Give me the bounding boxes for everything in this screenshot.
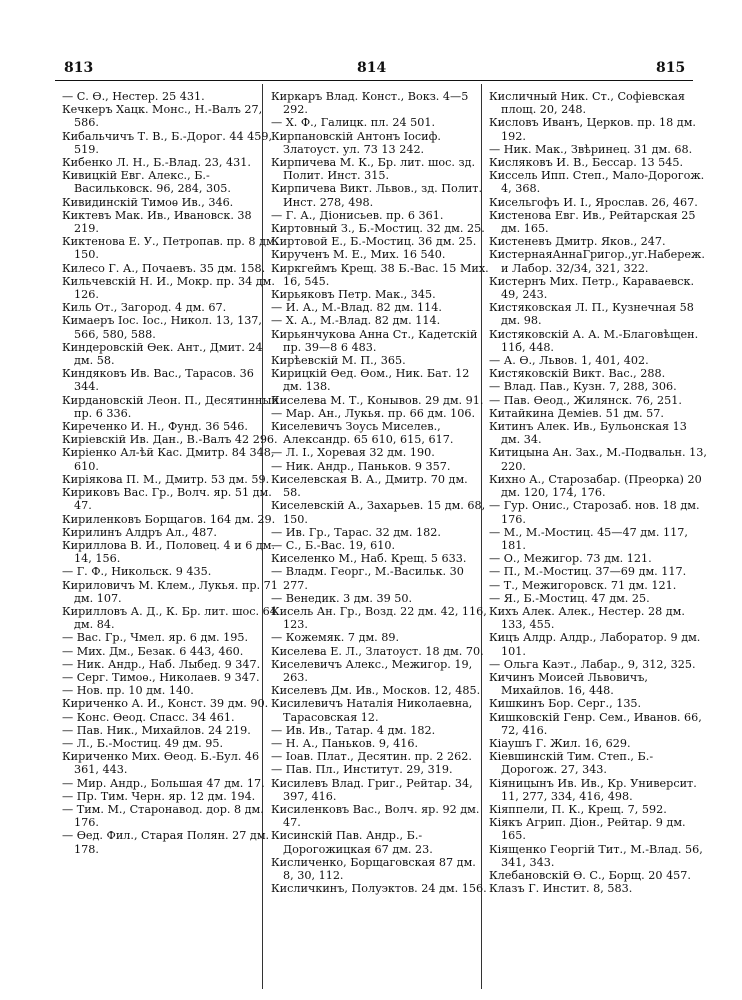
directory-entry: Киселенко М., Наб. Крещ. 5 633.: [271, 552, 467, 566]
directory-entry: Киселевскій А., Захарьев. 15 дм. 68, 150.: [271, 499, 486, 526]
directory-entry: Кисличенко, Борщаговская 87 дм. 8, 30, 112.: [271, 855, 476, 882]
directory-entry: Китинъ Алек. Ив., Бульонская 13 дм. 34.: [489, 420, 687, 447]
directory-entry: Кирпановскій Антонъ Іосиф. Златоуст. ул. 73 13 242.: [271, 129, 441, 156]
directory-entry: Кистернъ Мих. Петр., Караваевск. 49, 243.: [489, 274, 695, 302]
directory-entry: Кириленковъ Борщагов. 164 дм. 29.: [62, 512, 276, 526]
directory-entry: Киріенко Ал-ѣй Кас. Дмитр. 84 348, 610.: [62, 446, 275, 473]
directory-entry: — Л. І., Хоревая 32 дм. 190.: [271, 446, 435, 460]
directory-entry: Киркгеймъ Крещ. 38 Б.-Вас. 15 Мих. 16, 545.: [271, 261, 489, 288]
directory-entry: Кичинъ Мoисей Львовичъ, Михайлов. 16, 448.: [489, 670, 648, 698]
directory-entry: — Г. А., Діонисьев. пр. 6 361.: [271, 208, 444, 222]
directory-entry: Килесо Г. А., Почаевъ. 35 дм. 158.: [62, 261, 266, 275]
directory-entry: Кистяковскій А. А. М.-Благовѣщен. 11б, 448.: [489, 327, 699, 354]
directory-entry: Киссель Ипп. Степ., Мало-Дорогож. 4, 368.: [489, 169, 705, 196]
directory-entry: Киселевичъ Алекс., Межигор. 19, 263.: [271, 657, 473, 684]
directory-entry: — Пр. Тим. Черн. яр. 12 дм. 194.: [62, 789, 256, 803]
directory-entry: — Л., Б.-Мостиц. 49 дм. 95.: [62, 736, 224, 750]
directory-entry: Кирилловъ А. Д., К. Бр. лит. шос. 64 дм. 84.: [62, 604, 277, 632]
directory-entry: Кирилинъ Алдръ Ал., 487.: [62, 525, 217, 539]
directory-entry: Кирдановскій Леон. П., Десятинный пр. 6 336.: [62, 393, 279, 420]
directory-entry: — Я., Б.-Мостиц. 47 дм. 25.: [489, 591, 650, 605]
directory-entry: Кирицкій Ѳед. Ѳом., Ник. Бат. 12 дм. 138.: [271, 367, 470, 394]
directory-entry: Кирьянчукова Анна Ст., Кадетскій пр. 39—8 6 483.: [271, 327, 478, 354]
directory-entry: — Пав. Ник., Михайлов. 24 219.: [62, 723, 251, 737]
directory-entry: Кисловъ Иванъ, Церков. пр. 18 дм. 192.: [489, 116, 696, 143]
directory-entry: — П., М.-Мостиц. 37—69 дм. 117.: [489, 565, 687, 579]
directory-entry: — Ник. Андр., Наб. Лыбед. 9 347.: [62, 657, 261, 671]
directory-entry: — Гур. Онис., Старозаб. нов. 18 дм. 176.: [489, 499, 700, 526]
directory-entry: Кисличкинъ, Полуэктов. 24 дм. 156.: [271, 882, 487, 896]
directory-entry: Кихъ Алек. Алек., Нестер. 28 дм. 133, 455.: [489, 604, 685, 632]
directory-entry: — Владм. Георг., М.-Васильк. 30 277.: [271, 565, 464, 592]
directory-entry: Кихно А., Старозабар. (Преорка) 20 дм. 120, 174, 176.: [489, 472, 702, 500]
directory-entry: — М., М.-Мостиц. 45—47 дм. 117, 181.: [489, 525, 688, 552]
directory-entry: — С., Б.-Вас. 19, 610.: [271, 538, 396, 552]
directory-entry: Киртовой Е., Б.-Мостиц. 36 дм. 25.: [271, 235, 477, 249]
directory-entry: — Ольга Каэт., Лабар., 9, 312, 325.: [489, 657, 696, 671]
directory-entry: Кибальчичъ Т. В., Б.-Дорог. 44 459, 519.: [62, 129, 273, 156]
directory-entry: — И. А., М.-Влад. 82 дм. 114.: [271, 301, 442, 315]
directory-entry: Кильчевскій Н. И., Мокр. пр. 34 дм. 126.: [62, 274, 275, 302]
directory-entry: — Ив. Гр., Тарас. 32 дм. 182.: [271, 525, 441, 539]
directory-entry: Кіевшинскій Тим. Степ., Б.-Дорогож. 27, 343.: [489, 750, 654, 777]
directory-entry: — Т., Межигоровск. 71 дм. 121.: [489, 578, 677, 592]
directory-entry: Кириловичъ М. Клем., Лукья. пр. 71 дм. 107.: [62, 578, 278, 605]
directory-entry: Кіаушъ Г. Жил. 16, 629.: [489, 736, 631, 750]
directory-entry: Кибенко Л. Н., Б.-Влад. 23, 431.: [62, 156, 251, 170]
directory-entry: Китицына Ан. Зах., М.-Подвальн. 13, 220.: [489, 446, 707, 473]
directory-entry: Кишкинъ Бор. Серг., 135.: [489, 697, 642, 711]
directory-entry: Киркаръ Влад. Конст., Вокз. 4—5 292.: [271, 90, 469, 117]
directory-entry: Кисличный Ник. Ст., Софіевская площ. 20, 248.: [489, 90, 685, 117]
directory-entry: — Вас. Гр., Чмел. яр. 6 дм. 195.: [62, 631, 249, 645]
directory-entry: — Влад. Пав., Кузн. 7, 288, 306.: [489, 380, 677, 394]
directory-entry: Киселева Е. Л., Златоуст. 18 дм. 70.: [271, 644, 484, 658]
directory-entry: КистернаяАннаГригор.,уг.Набереж. и Лабор. 32/34, 321, 322.: [489, 248, 705, 275]
directory-entry: Кирьяковъ Петр. Мак., 345.: [271, 288, 436, 302]
page-number-center: 814: [357, 60, 387, 76]
directory-entry: — Ѳед. Фил., Старая Полян. 27 дм. 178.: [62, 829, 270, 856]
directory-entry: — С. Ѳ., Нестер. 25 431.: [62, 90, 205, 103]
page-number-left: 813: [64, 60, 94, 76]
column-left: [62, 90, 280, 856]
directory-entry: Кирѣевскій М. П., 365.: [271, 354, 406, 368]
directory-entry: — Пав. Пл., Институт. 29, 319.: [271, 763, 453, 777]
directory-entry: Кіякъ Агрип. Діон., Рейтар. 9 дм. 165.: [489, 816, 686, 843]
directory-entry: Кисилевъ Влад. Григ., Рейтар. 34, 397, 416.: [271, 776, 473, 803]
directory-entry: Кистеневъ Дмитр. Яков., 247.: [489, 235, 666, 249]
directory-entry: Киктенова Е. У., Петропав. пр. 8 дм. 150.: [62, 235, 279, 262]
directory-entry: — Г. Ф., Никольск. 9 435.: [62, 565, 212, 579]
directory-entry: Клебановскій Ѳ. С., Борщ. 20 457.: [489, 868, 691, 882]
directory-entry: Клазъ Г. Инстит. 8, 583.: [489, 882, 633, 896]
directory-entry: Кириченко А. И., Конст. 39 дм. 90.: [62, 697, 269, 711]
directory-entry: — Кожемяк. 7 дм. 89.: [271, 631, 400, 645]
directory-entry: — Ив. Ив., Татар. 4 дм. 182.: [271, 723, 436, 737]
directory-entry: Кіяницынъ Ив. Ив., Кр. Университ. 11, 277, 334, 416, 498.: [489, 776, 697, 803]
directory-entry: — Мар. Ан., Лукья. пр. 66 дм. 106.: [271, 406, 476, 420]
directory-entry: Киндеровскій Ѳек. Ант., Дмит. 24 дм. 58.: [62, 340, 263, 368]
directory-entry: Киріякова П. М., Дмитр. 53 дм. 59.: [62, 472, 270, 486]
directory-entry: Кириченко Мих. Ѳеод. Б.-Бул. 46 361, 443.: [62, 750, 260, 777]
directory-entry: Кивидинскій Тимоѳ Ив., 346.: [62, 195, 234, 209]
directory-entry: Кисляковъ И. В., Бессар. 13 545.: [489, 156, 684, 170]
directory-entry: Кицъ Алдр. Алдр., Лаборатор. 9 дм. 101.: [489, 631, 701, 658]
directory-entry: — Х. Ф., Галицк. пл. 24 501.: [271, 116, 436, 130]
column-center: [271, 90, 489, 895]
directory-entry: — Серг. Тимоѳ., Николаев. 9 347.: [62, 670, 260, 684]
directory-entry: — Іоав. Плат., Десятин. пр. 2 262.: [271, 750, 472, 764]
directory-entry: Кирпичева М. К., Бр. лит. шос. зд. Полит. Инст. 315.: [271, 156, 476, 183]
directory-entry: Кирпичева Викт. Львов., зд. Полит. Инст. 278, 498.: [271, 182, 483, 209]
directory-entry: — А. Ѳ., Львов. 1, 401, 402.: [489, 354, 649, 368]
directory-entry: Кистенова Евг. Ив., Рейтарская 25 дм. 165.: [489, 208, 696, 236]
directory-entry: Кисинскій Пав. Андр., Б.-Дорогожицкая 67 дм. 23.: [271, 829, 433, 856]
directory-entry: Кисель Ан. Гр., Возд. 22 дм. 42, 116, 123.: [271, 604, 487, 632]
directory-entry: Кисиленковъ Вас., Волч. яр. 92 дм. 47.: [271, 802, 480, 830]
directory-entry: Кишковскій Генр. Сем., Иванов. 66, 72, 416.: [489, 710, 702, 737]
directory-entry: — Венедик. 3 дм. 39 50.: [271, 591, 413, 605]
header-rule: [55, 80, 693, 81]
directory-entry: — Х. А., М.-Влад. 82 дм. 114.: [271, 314, 441, 328]
directory-entry: Киндяковъ Ив. Вас., Тарасов. 36 344.: [62, 367, 254, 394]
directory-entry: Кечкеръ Хацк. Монс., Н.-Валъ 27, 586.: [62, 103, 263, 130]
directory-entry: Китайкина Деміев. 51 дм. 57.: [489, 406, 664, 420]
directory-entry: — Ник. Мак., Звѣринец. 31 дм. 68.: [489, 142, 693, 156]
directory-entry: Киреченко И. Н., Фунд. 36 546.: [62, 420, 248, 434]
directory-entry: Киріевскій Ив. Дан., В.-Валъ 42 296.: [62, 433, 278, 447]
directory-entry: Кимаеръ Іос. Іос., Никол. 13, 137, 566, 580, 588.: [62, 314, 262, 341]
directory-entry: Кириковъ Вас. Гр., Волч. яр. 51 дм. 47.: [62, 486, 272, 513]
directory-entry: Кисилевичъ Наталія Николаевна, Тарасовская 12.: [271, 697, 473, 724]
directory-entry: Киселева М. Т., Конывов. 29 дм. 91.: [271, 393, 484, 407]
directory-entry: — Н. А., Паньков. 9, 416.: [271, 736, 419, 750]
directory-entry: — Нов. пр. 10 дм. 140.: [62, 684, 194, 698]
directory-entry: Кириллова В. И., Половец. 4 и 6 дм. 14, 156.: [62, 538, 276, 566]
directory-entry: Кіященко Георгій Тит., М.-Влад. 56, 341, 343.: [489, 842, 703, 869]
directory-entry: Киль От., Загород. 4 дм. 67.: [62, 301, 227, 315]
directory-entry: — Мих. Дм., Безак. 6 443, 460.: [62, 644, 244, 658]
directory-entry: — Мир. Андр., Большая 47 дм. 17.: [62, 776, 265, 790]
directory-entry: Кирученъ М. Е., Мих. 16 540.: [271, 248, 446, 262]
directory-entry: — Конс. Ѳеод. Спасс. 34 461.: [62, 710, 235, 724]
directory-entry: Кисельгофъ И. І., Ярослав. 26, 467.: [489, 195, 698, 209]
directory-entry: Кивицкій Евг. Алекс., Б.-Васильковск. 96, 284, 305.: [62, 169, 231, 196]
page-number-right: 815: [656, 60, 686, 76]
directory-entry: Киселевичъ Зоусь Миселев., Александр. 65 610, 615, 617.: [271, 420, 454, 447]
directory-entry: Киртовный З., Б.-Мостиц. 32 дм. 25.: [271, 222, 485, 236]
directory-entry: Кіяппели, П. К., Крещ. 7, 592.: [489, 802, 667, 816]
column-right: [489, 90, 707, 895]
directory-entry: Кистяковская Л. П., Кузнечная 58 дм. 98.: [489, 301, 694, 328]
directory-entry: Кистяковскій Викт. Вас., 288.: [489, 367, 666, 381]
directory-entry: Киселевская В. А., Дмитр. 70 дм. 58.: [271, 472, 468, 500]
directory-entry: — Пав. Ѳеод., Жилянск. 76, 251.: [489, 393, 682, 407]
directory-entry: — О., Межигор. 73 дм. 121.: [489, 552, 652, 566]
directory-entry: — Тим. М., Старонавод. дор. 8 дм. 176.: [62, 802, 264, 830]
directory-entry: — Ник. Андр., Паньков. 9 357.: [271, 459, 451, 473]
directory-entry: Киселевъ Дм. Ив., Москов. 12, 485.: [271, 684, 481, 698]
directory-entry: Киктевъ Мак. Ив., Ивановск. 38 219.: [62, 208, 252, 236]
